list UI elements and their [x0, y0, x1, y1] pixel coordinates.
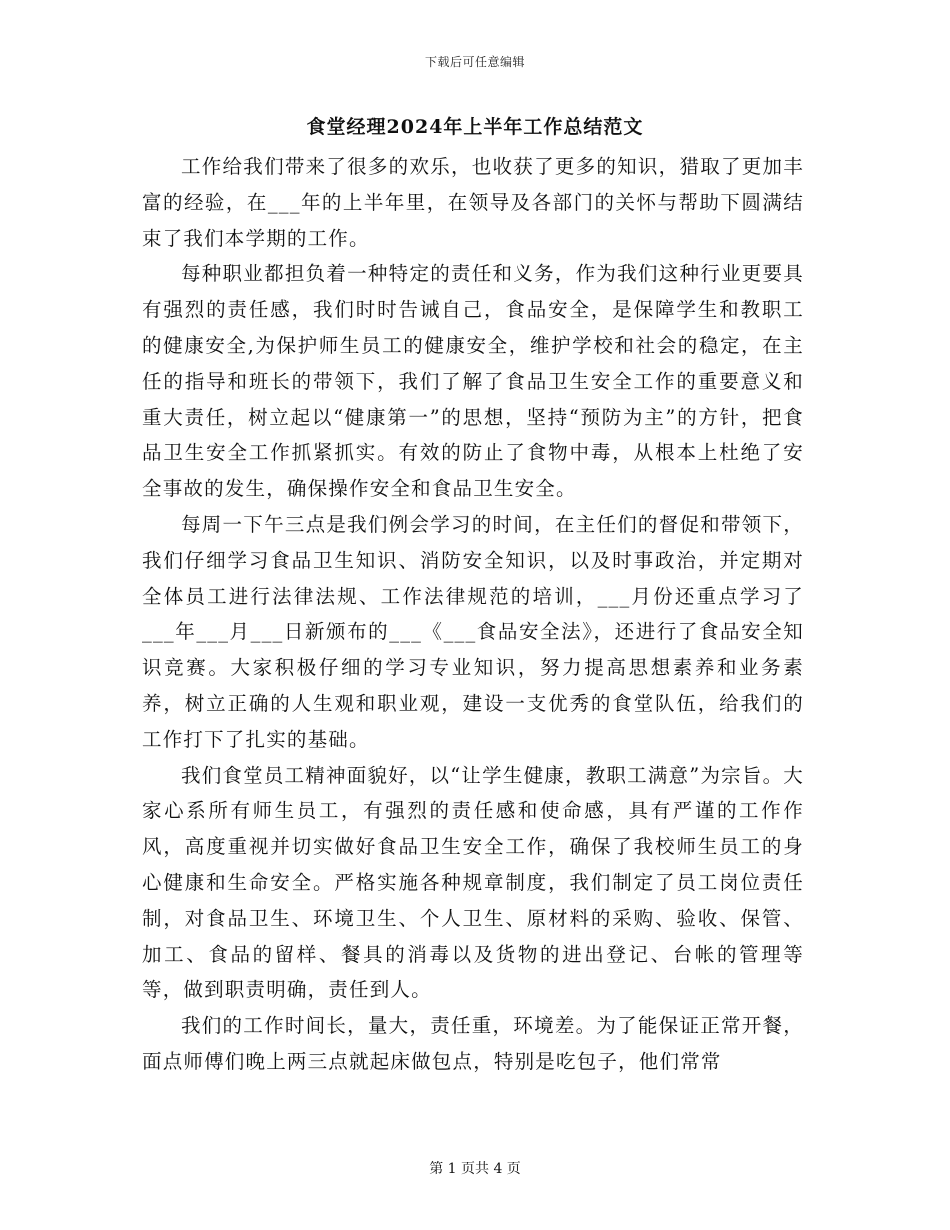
paragraph: 我们食堂员工精神面貌好，以“让学生健康，教职工满意”为宗旨。大家心系所有师生员工，有强烈的责任感和使命感，具有严谨的工作作风，高度重视并切实做好食品卫生安全工作，确保了我校师生员工的身心健康和生命安全。严格实施各种规章制度，我们制定了员工岗位责任制，对食品卫生、环境卫生、个人卫生、原材料的采购、验收、保管、加工、食品的留样、餐具的消毒以及货物的进出登记、台帐的管理等等，做到职责明确，责任到人。: [142, 763, 804, 1002]
paragraph: 我们的工作时间长，量大，责任重，环境差。为了能保证正常开餐，面点师傅们晚上两三点就起床做包点，特别是吃包子，他们常常: [142, 1014, 804, 1073]
paragraph: 工作给我们带来了很多的欢乐，也收获了更多的知识，猎取了更加丰富的经验，在___年的上半年里，在领导及各部门的关怀与帮助下圆满结束了我们本学期的工作。: [142, 155, 804, 250]
paragraph: 每周一下午三点是我们例会学习的时间，在主任们的督促和带领下，我们仔细学习食品卫生知识、消防安全知识，以及时事政治，并定期对全体员工进行法律法规、工作法律规范的培训，___月份还重点学习了___年___月___日新颁布的___《___食品安全法》，还进行了食品安全知识竞赛。大家积极仔细的学习专业知识，努力提高思想素养和业务素养，树立正确的人生观和职业观，建设一支优秀的食堂队伍，给我们的工作打下了扎实的基础。: [142, 512, 804, 751]
page-number-footer: 第 1 页共 4 页: [429, 1161, 521, 1177]
document-title: 食堂经理2024年上半年工作总结范文: [306, 116, 644, 138]
header-note: 下载后可任意编辑: [424, 55, 525, 69]
document-body: [142, 149, 804, 1080]
paragraph: 每种职业都担负着一种特定的责任和义务，作为我们这种行业更要具有强烈的责任感，我们时时告诫自己，食品安全，是保障学生和教职工的健康安全,为保护师生员工的健康安全，维护学校和社会的稳定，在主任的指导和班长的带领下，我们了解了食品卫生安全工作的重要意义和重大责任，树立起以“健康第一”的思想，坚持“预防为主”的方针，把食品卫生安全工作抓紧抓实。有效的防止了食物中毒，从根本上杜绝了安全事故的发生，确保操作安全和食品卫生安全。: [142, 262, 804, 501]
